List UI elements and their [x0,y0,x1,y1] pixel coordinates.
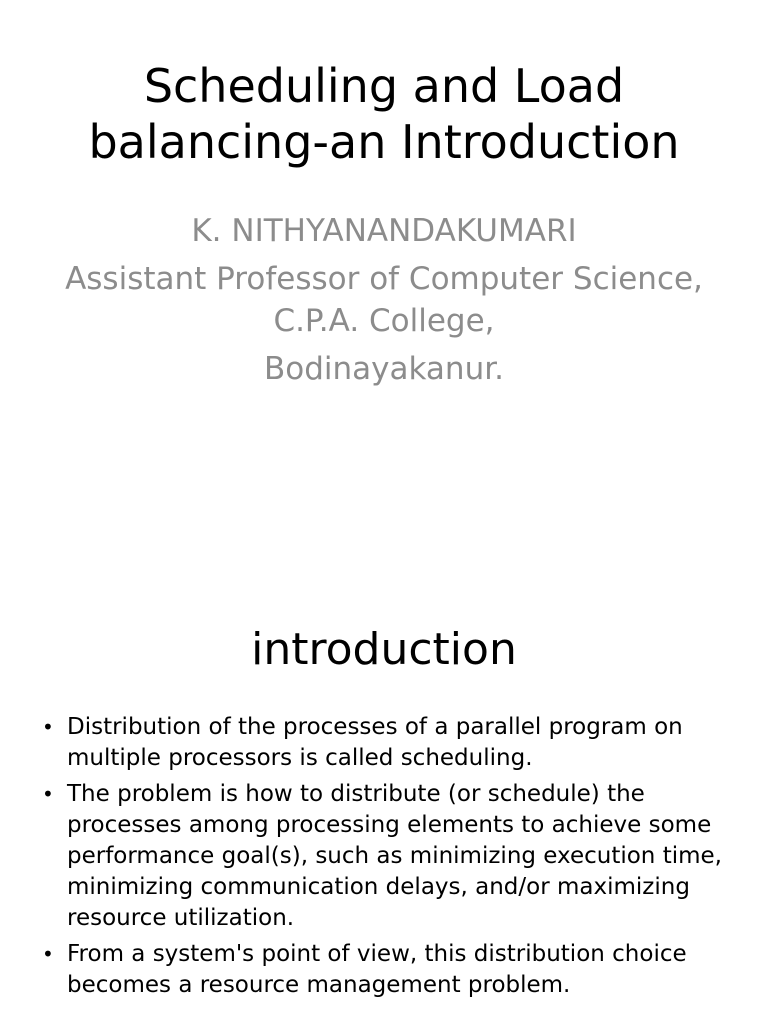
bullet-text: Distribution of the processes of a parallel program on multiple processors is called scheduling. [67,714,683,771]
list-item [40,779,738,934]
author-location: Bodinayakanur. [264,351,504,387]
bullet-text: The problem is how to distribute (or schedule) the processes among processing elements to achieve some performance goal(s), such as minimizing execution time, minimizing communication delays, and/or maximizing resource utilization. [67,781,722,931]
introduction-heading: introduction [251,624,517,675]
author-block [60,210,708,396]
list-item [40,939,738,1001]
introduction-slide [0,560,768,1024]
bullet-icon: • [42,782,54,806]
author-college: C.P.A. College, [273,303,495,339]
bullet-icon: • [42,715,54,739]
bullet-icon: • [42,942,54,966]
author-position: Assistant Professor of Computer Science, [65,261,703,297]
list-item [40,712,738,774]
presentation-title: Scheduling and Load balancing-an Introduction [88,59,680,169]
bullet-text: From a system's point of view, this distribution choice becomes a resource management problem. [67,941,687,998]
bullet-list [40,712,738,1006]
author-name: K. NITHYANANDAKUMARI [191,213,577,249]
